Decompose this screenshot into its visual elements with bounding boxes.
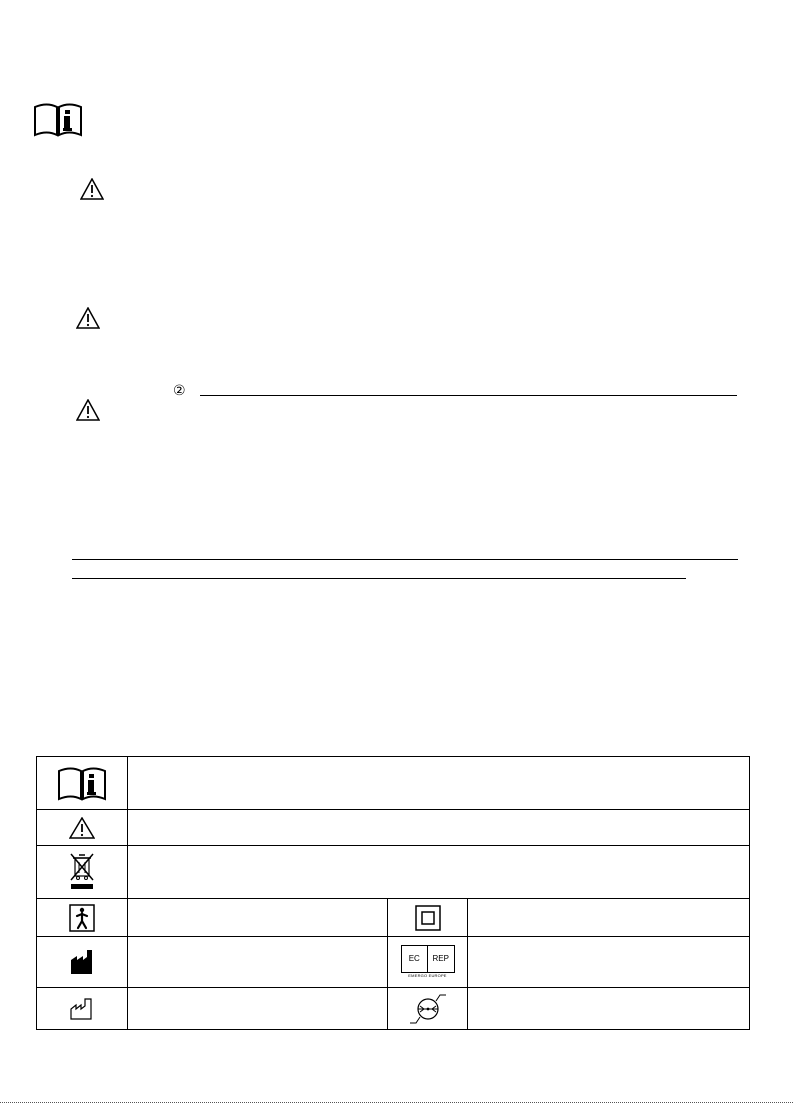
table-row <box>37 899 750 937</box>
description-cell <box>128 988 388 1030</box>
table-row <box>37 757 750 810</box>
ec-rep-caption: EMERGO EUROPE <box>408 973 447 978</box>
description-cell <box>128 846 750 899</box>
description-cell <box>468 899 750 937</box>
table-row <box>37 810 750 846</box>
description-cell <box>128 810 750 846</box>
ec-rep-icon <box>388 945 467 979</box>
description-cell <box>128 937 388 988</box>
warning-icon <box>76 307 100 329</box>
warning-icon <box>76 399 100 421</box>
table-row <box>37 846 750 899</box>
warning-triangle-icon <box>37 817 127 839</box>
symbol-cell <box>37 899 128 937</box>
description-cell <box>128 899 388 937</box>
weee-crossed-bin-icon <box>37 852 127 892</box>
symbol-cell <box>37 757 128 810</box>
symbol-cell <box>37 810 128 846</box>
symbol-cell <box>37 846 128 899</box>
type-bf-applied-part-icon <box>37 904 127 932</box>
ec-label: EC <box>402 946 429 972</box>
class-ii-double-square-icon <box>388 905 467 931</box>
symbol-cell <box>388 937 468 988</box>
manufacturer-factory-icon <box>37 949 127 975</box>
circled-number-marker: ② <box>173 383 186 399</box>
date-of-manufacture-icon <box>37 998 127 1020</box>
description-cell <box>468 937 750 988</box>
operating-instructions-icon <box>37 765 127 801</box>
symbols-table <box>36 756 750 1030</box>
underline-rule <box>200 395 737 396</box>
description-cell <box>128 757 750 810</box>
symbol-cell <box>388 988 468 1030</box>
table-row <box>37 937 750 988</box>
rep-label: REP <box>432 954 449 963</box>
warning-icon <box>80 178 104 200</box>
symbol-cell <box>37 988 128 1030</box>
underline-rule <box>72 578 686 579</box>
page-bottom-dotted-border <box>0 1102 793 1103</box>
table-row <box>37 988 750 1030</box>
manual-icon <box>33 101 83 137</box>
connector-symbol-icon <box>388 992 467 1026</box>
symbol-cell <box>37 937 128 988</box>
description-cell <box>468 988 750 1030</box>
underline-rule <box>72 559 738 560</box>
symbol-cell <box>388 899 468 937</box>
